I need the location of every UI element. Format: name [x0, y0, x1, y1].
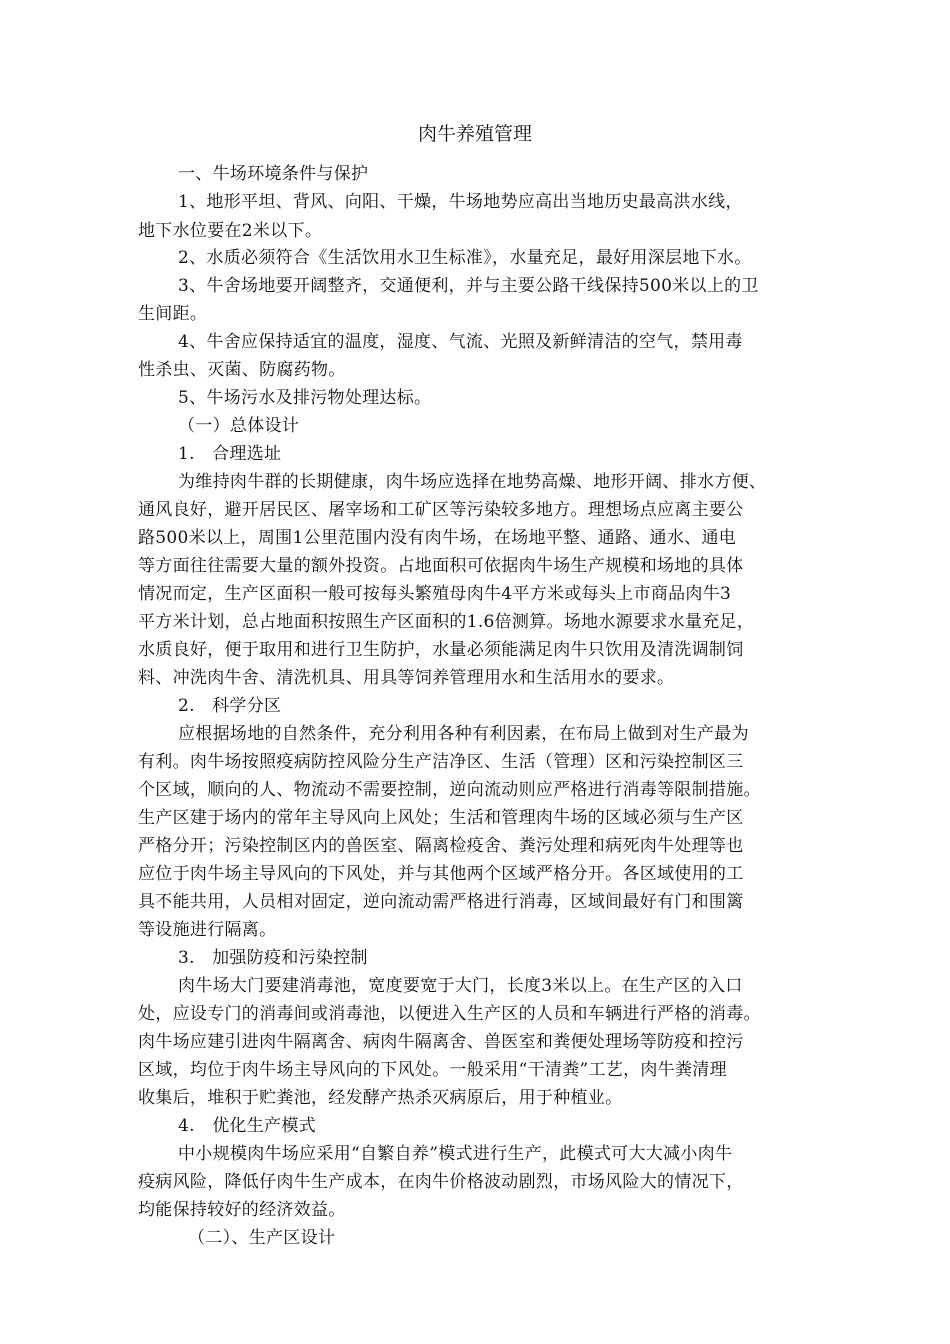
- text-line: 一、牛场环境条件与保护: [178, 164, 369, 184]
- text-line: 生产区建于场内的常年主导风向上风处；生活和管理肉牛场的区域必须与生产区: [138, 808, 744, 828]
- text-line: 料、冲洗肉牛舍、清洗机具、用具等饲养管理用水和生活用水的要求。: [138, 668, 675, 688]
- text-line: 区域，均位于肉牛场主导风向的下风处。一般采用“干清粪”工艺，肉牛粪清理: [138, 1060, 727, 1080]
- text-line: 中小规模肉牛场应采用“自繁自养”模式进行生产，此模式可大大减小肉牛: [178, 1144, 733, 1164]
- text-line: 3、牛舍场地要开阔整齐，交通便利，并与主要公路干线保持500米以上的卫: [178, 276, 759, 296]
- text-line: 1、地形平坦、背风、向阳、干燥，牛场地势应高出当地历史最高洪水线，: [178, 192, 743, 212]
- text-line: 个区域，顺向的人、物流动不需要控制，逆向流动则应严格进行消毒等限制措施。: [138, 780, 761, 800]
- text-line: 收集后，堆积于贮粪池，经发酵产热杀灭病原后，用于种植业。: [138, 1088, 623, 1108]
- text-line: 4. 优化生产模式: [178, 1116, 316, 1136]
- text-line: 严格分开；污染控制区内的兽医室、隔离检疫舍、粪污处理和病死肉牛处理等也: [138, 836, 744, 856]
- text-line: 地下水位要在2米以下。: [138, 221, 323, 241]
- text-line: （一）总体设计: [178, 416, 300, 436]
- text-line: 肉牛场大门要建消毒池，宽度要宽于大门，长度3米以上。在生产区的入口: [178, 976, 743, 996]
- text-line: 均能保持较好的经济效益。: [138, 1200, 346, 1220]
- text-line: 有利。肉牛场按照疫病防控风险分生产洁净区、生活（管理）区和污染控制区三: [138, 752, 744, 772]
- text-line: 为维持肉牛群的长期健康，肉牛场应选择在地势高燥、地形开阔、排水方便、: [178, 472, 767, 492]
- text-line: 平方米计划，总占地面积按照生产区面积的1.6倍测算。场地水源要求水量充足，: [138, 612, 755, 632]
- text-line: 处，应设专门的消毒间或消毒池，以便进入生产区的人员和车辆进行严格的消毒。: [138, 1004, 761, 1024]
- text-line: 路500米以上，周围1公里范围内没有肉牛场，在场地平整、通路、通水、通电: [138, 528, 737, 548]
- text-line: 肉牛场应建引进肉牛隔离舍、病肉牛隔离舍、兽医室和粪便处理场等防疫和控污: [138, 1032, 744, 1052]
- text-line: 性杀虫、灭菌、防腐药物。: [138, 360, 346, 380]
- text-line: 1. 合理选址: [178, 444, 282, 464]
- text-line: 疫病风险，降低仔肉牛生产成本，在肉牛价格波动剧烈，市场风险大的情况下，: [138, 1172, 744, 1192]
- text-line: 具不能共用，人员相对固定，逆向流动需严格进行消毒，区域间最好有门和围篱: [138, 892, 744, 912]
- text-line: 水质良好，便于取用和进行卫生防护，水量必须能满足肉牛只饮用及清洗调制饲: [138, 640, 744, 660]
- text-line: 通风良好，避开居民区、屠宰场和工矿区等污染较多地方。理想场点应离主要公: [138, 500, 744, 520]
- document-title: 肉牛养殖管理: [417, 123, 532, 145]
- text-line: 生间距。: [138, 304, 208, 324]
- text-line: 4、牛舍应保持适宜的温度，湿度、气流、光照及新鲜清洁的空气，禁用毒: [178, 332, 743, 352]
- text-line: 2. 科学分区: [178, 696, 282, 716]
- text-line: 情况而定，生产区面积一般可按每头繁殖母肉牛4平方米或每头上市商品肉牛3: [138, 584, 732, 604]
- text-line: 2、水质必须符合《生活饮用水卫生标准》，水量充足，最好用深层地下水。: [178, 248, 752, 268]
- text-line: 等方面往往需要大量的额外投资。占地面积可依据肉牛场生产规模和场地的具体: [138, 556, 744, 576]
- text-line: 应位于肉牛场主导风向的下风处，并与其他两个区域严格分开。各区域使用的工: [138, 864, 744, 884]
- text-line: （二）、生产区设计: [188, 1228, 336, 1248]
- text-line: 3. 加强防疫和污染控制: [178, 948, 368, 968]
- text-line: 5、牛场污水及排污物处理达标。: [178, 388, 432, 408]
- text-line: 应根据场地的自然条件，充分利用各种有利因素，在布局上做到对生产最为: [178, 724, 749, 744]
- text-line: 等设施进行隔离。: [138, 920, 277, 940]
